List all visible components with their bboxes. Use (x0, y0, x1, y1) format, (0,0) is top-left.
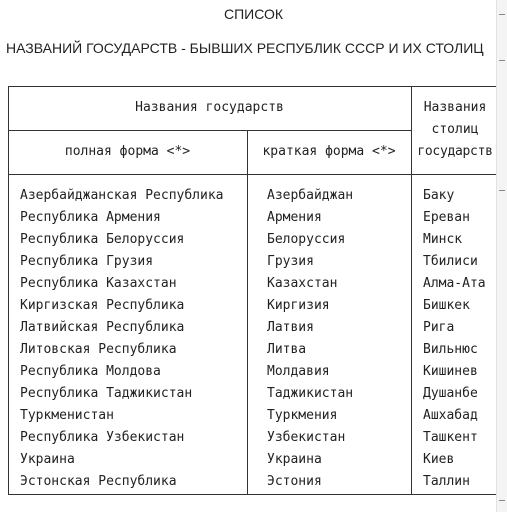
cell-full-name: Республика Таджикистан (20, 386, 193, 401)
header-capitals-line3: государств (417, 144, 493, 159)
cell-capital: Рига (423, 320, 455, 335)
document-title: СПИСОК (223, 6, 284, 22)
cell-short-name: Молдавия (267, 364, 330, 379)
scrollbar[interactable] (496, 0, 507, 512)
header-capitals-line1: Названия (423, 100, 487, 115)
header-states: Названия государств (135, 100, 284, 115)
cell-short-name: Грузия (267, 254, 314, 269)
cell-full-name: Эстонская Республика (20, 474, 177, 489)
cell-capital: Ашхабад (423, 408, 478, 423)
cell-capital: Киев (423, 452, 455, 467)
cell-short-name: Белоруссия (267, 232, 346, 247)
cell-full-name: Республика Молдова (20, 364, 161, 379)
cell-capital: Алма-Ата (423, 276, 486, 291)
scroll-mark (499, 500, 505, 501)
cell-capital: Тбилиси (423, 254, 478, 269)
scroll-mark (499, 14, 505, 15)
cell-short-name: Узбекистан (267, 430, 346, 445)
cell-capital: Минск (423, 232, 463, 247)
cell-capital: Бишкек (423, 298, 470, 313)
cell-short-name: Азербайджан (267, 188, 354, 203)
cell-short-name: Казахстан (267, 276, 338, 291)
cell-capital: Вильнюс (423, 342, 478, 357)
header-capitals-line2: столиц (431, 122, 479, 137)
header-full-form: полная форма <*> (64, 144, 191, 159)
scroll-mark (499, 190, 505, 191)
cell-short-name: Таджикистан (267, 386, 354, 401)
cell-full-name: Республика Грузия (20, 254, 154, 269)
cell-short-name: Литва (267, 342, 307, 357)
cell-full-name: Киргизская Республика (20, 298, 185, 313)
cell-short-name: Украина (267, 452, 322, 467)
cell-capital: Кишинев (423, 364, 478, 379)
cell-full-name: Туркменистан (20, 408, 114, 423)
cell-capital: Душанбе (423, 386, 478, 401)
table-subheader-border (8, 130, 411, 131)
cell-full-name: Украина (20, 452, 75, 467)
document-subtitle: НАЗВАНИЙ ГОСУДАРСТВ - БЫВШИХ РЕСПУБЛИК СССР И ИХ СТОЛИЦ (6, 40, 484, 56)
cell-short-name: Латвия (267, 320, 314, 335)
table-header-bottom-border (8, 174, 498, 175)
cell-full-name: Республика Казахстан (20, 276, 177, 291)
cell-capital: Баку (423, 188, 455, 203)
header-short-form: краткая форма <*> (262, 144, 396, 159)
cell-short-name: Туркмения (267, 408, 338, 423)
cell-full-name: Республика Узбекистан (20, 430, 185, 445)
cell-short-name: Киргизия (267, 298, 330, 313)
cell-short-name: Эстония (267, 474, 322, 489)
cell-full-name: Республика Армения (20, 210, 161, 225)
cell-capital: Ташкент (423, 430, 478, 445)
cell-full-name: Литовская Республика (20, 342, 177, 357)
cell-full-name: Азербайджанская Республика (20, 188, 224, 203)
cell-full-name: Латвийская Республика (20, 320, 185, 335)
cell-capital: Таллин (423, 474, 470, 489)
cell-short-name: Армения (267, 210, 322, 225)
cell-full-name: Республика Белоруссия (20, 232, 185, 247)
table-short-divider (247, 130, 248, 494)
table-top-border (8, 86, 498, 87)
table-bottom-border (8, 494, 498, 495)
cell-capital: Ереван (423, 210, 470, 225)
scroll-mark (499, 60, 505, 61)
